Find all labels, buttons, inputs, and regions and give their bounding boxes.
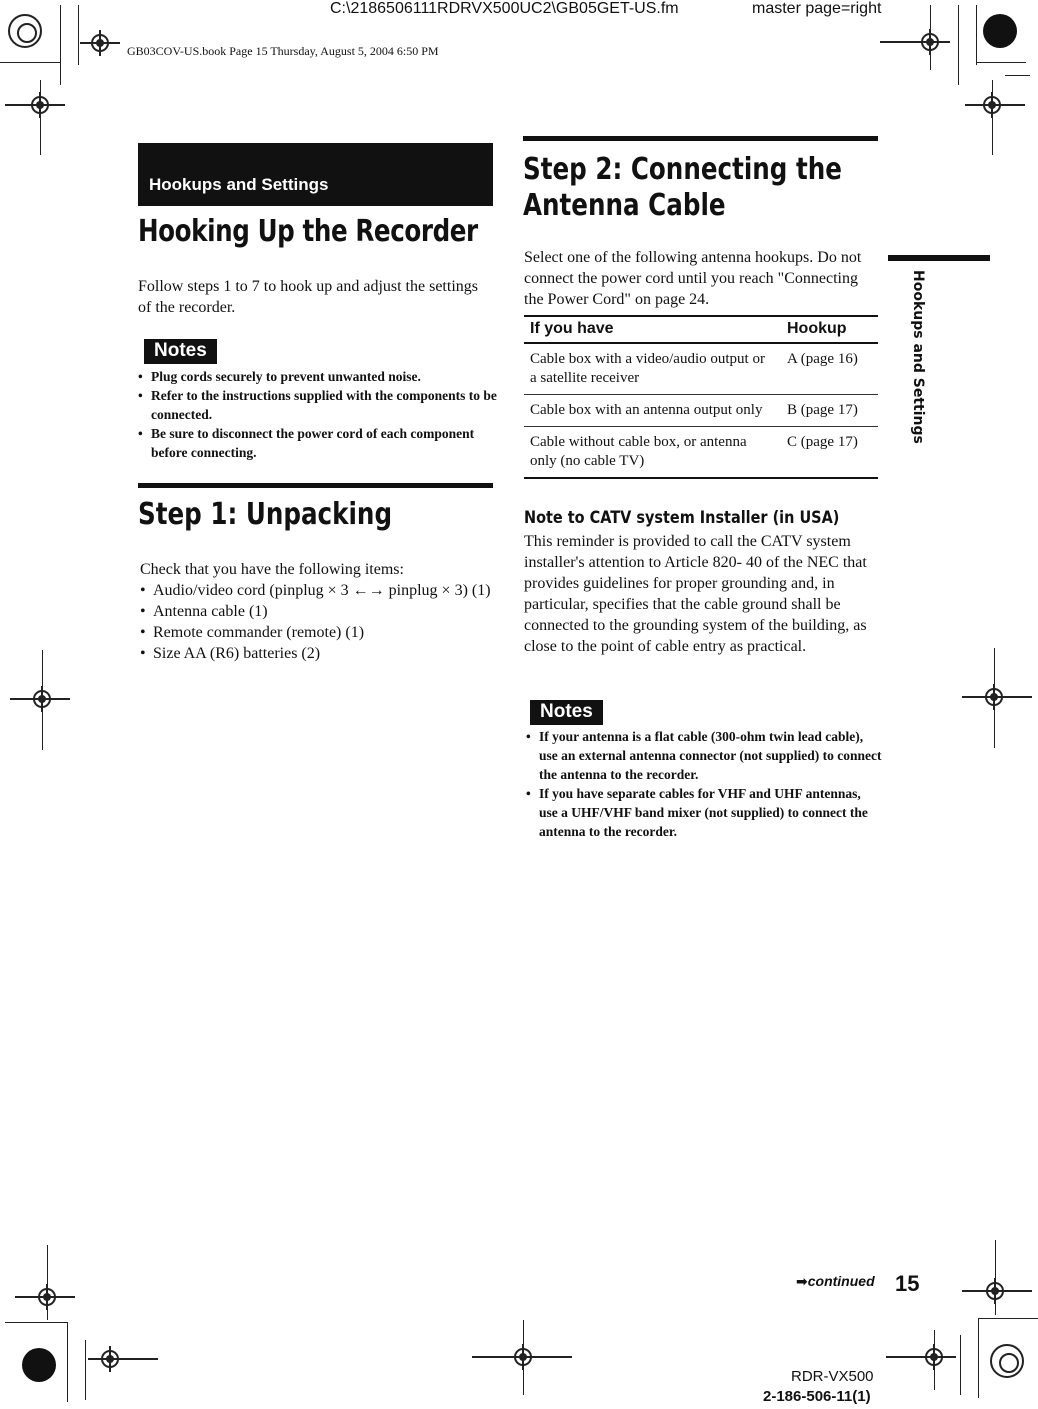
catv-heading: Note to CATV system Installer (in USA) (524, 508, 840, 528)
part-number: 2-186-506-11(1) (763, 1388, 871, 1405)
step2-heading-line1: Step 2: Connecting the (523, 152, 842, 187)
notes-list (526, 727, 882, 841)
list-item: • Audio/video cord (pinplug × 3 ←→ pinplug × 3) (1) (140, 580, 495, 601)
table-cell: Cable without cable box, or antenna only (no cable TV) (524, 427, 781, 479)
solid-target-icon (983, 14, 1017, 48)
page-title: Hooking Up the Recorder (138, 214, 478, 249)
list-item: • Plug cords securely to prevent unwanted noise. (138, 367, 498, 386)
section-tab-label: Hookups and Settings (149, 175, 329, 194)
column-header: Hookup (781, 316, 878, 343)
table-row (524, 343, 878, 395)
table-cell: A (page 16) (781, 343, 878, 395)
table-cell: B (page 17) (781, 395, 878, 427)
color-target-icon (990, 1344, 1024, 1378)
continued-indicator (796, 1273, 875, 1290)
step2-heading-line2: Antenna Cable (523, 188, 726, 223)
step1-heading: Step 1: Unpacking (138, 497, 393, 532)
list-item: • Remote commander (remote) (1) (140, 622, 495, 643)
page-number: 15 (895, 1271, 920, 1296)
list-item: • Size AA (R6) batteries (2) (140, 643, 495, 664)
section-rule (138, 483, 493, 488)
notes-label: Notes (144, 339, 217, 364)
table-header-row (524, 316, 878, 343)
master-page-label: master page=right (752, 0, 882, 17)
color-target-icon (8, 14, 42, 48)
side-tab-label: Hookups and Settings (910, 270, 926, 444)
continued-label: continued (807, 1273, 875, 1289)
table-cell: Cable box with an antenna output only (524, 395, 781, 427)
step2-heading (523, 152, 842, 224)
list-item: • Be sure to disconnect the power cord of each component before connecting. (138, 424, 498, 462)
step1-intro: Check that you have the following items: (140, 561, 404, 578)
table-cell: C (page 17) (781, 427, 878, 479)
catv-text: This reminder is provided to call the CATV system installer's attention to Article 820- 40 of the NEC that provides guidelines for proper grounding and, in particular, specifies that the cable ground shall be connected to the grounding system of the building, as close to the point of cable entry as practical. (524, 533, 867, 655)
side-tab-bar (888, 255, 990, 261)
table-cell: Cable box with a video/audio output or a satellite receiver (524, 343, 781, 395)
arrow-right-icon: ➡ (796, 1273, 808, 1289)
step2-intro: Select one of the following antenna hookups. Do not connect the power cord until you reach "Connecting the Power Cord" on page 24. (524, 249, 862, 308)
notes-list (138, 367, 498, 462)
book-info-line: GB03COV-US.book Page 15 Thursday, August 5, 2004 6:50 PM (127, 44, 439, 58)
table-row (524, 395, 878, 427)
solid-target-icon (22, 1348, 56, 1382)
step1-items (140, 580, 495, 664)
notes-label: Notes (530, 700, 603, 725)
column-header: If you have (524, 316, 781, 343)
table-row (524, 427, 878, 479)
intro-text: Follow steps 1 to 7 to hook up and adjust the settings of the recorder. (138, 278, 478, 316)
list-item: • If your antenna is a flat cable (300-ohm twin lead cable), use an external antenna connector (not supplied) to connect the antenna to the recorder. (526, 727, 882, 784)
list-item: • Antenna cable (1) (140, 601, 495, 622)
section-rule (523, 136, 878, 141)
list-item: • If you have separate cables for VHF and UHF antennas, use a UHF/VHF band mixer (not supplied) to connect the antenna to the recorder. (526, 784, 882, 841)
list-item: • Refer to the instructions supplied with the components to be connected. (138, 386, 498, 424)
hookup-table (524, 315, 878, 479)
file-path: C:\2186506111RDRVX500UC2\GB05GET-US.fm (330, 0, 679, 17)
model-number: RDR-VX500 (791, 1368, 874, 1385)
section-tab (138, 143, 493, 206)
